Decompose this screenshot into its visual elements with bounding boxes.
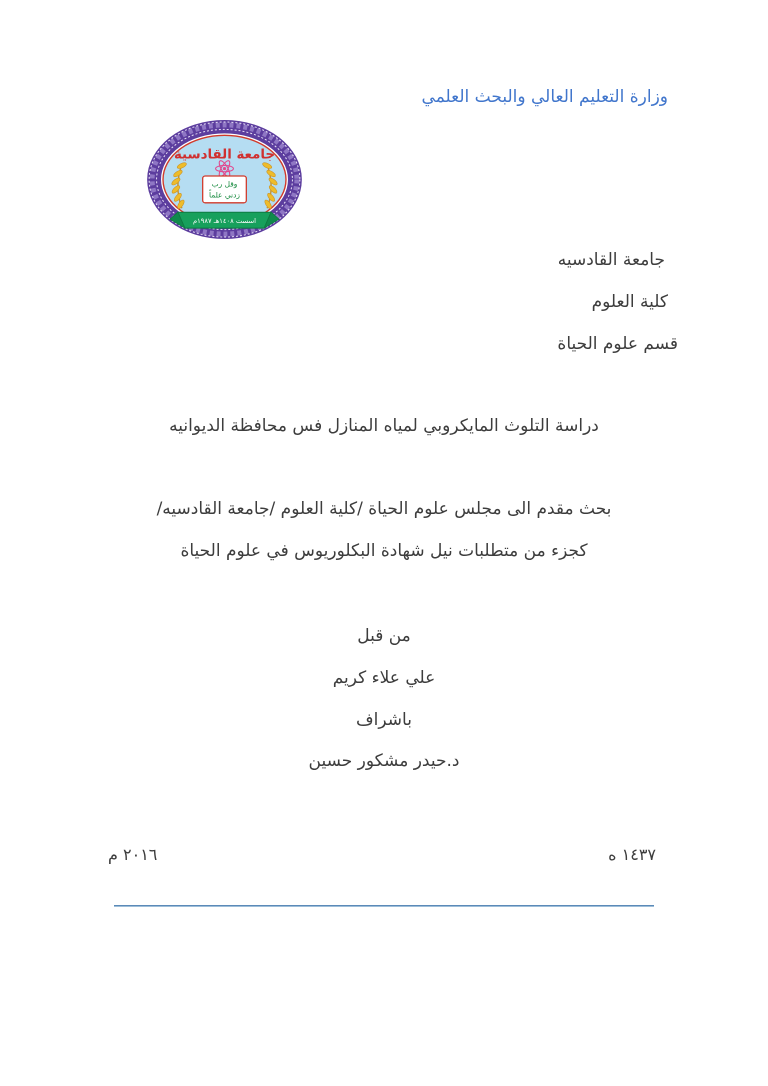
department-line: قسم علوم الحياة — [557, 334, 678, 354]
book-text-line1: وقل رب — [211, 179, 238, 189]
supervision-label: باشراف — [356, 710, 412, 730]
book-text-line2: زدني علماً — [209, 190, 240, 200]
college-line: كلية العلوم — [591, 292, 668, 312]
submission-line-2: كجزء من متطلبات نيل شهادة البكلوريوس في علوم الحياة — [180, 541, 588, 561]
supervisor-name: د.حيدر مشكور حسين — [308, 751, 460, 771]
university-line: جامعة القادسيه — [557, 250, 665, 270]
established-ribbon — [170, 212, 279, 228]
gregorian-year: ٢٠١٦ م — [108, 845, 158, 864]
university-emblem-icon — [146, 119, 303, 240]
university-logo — [146, 119, 303, 240]
footer-divider-line — [114, 905, 654, 907]
ministry-header: وزارة التعليم العالي والبحث العلمي — [421, 87, 668, 107]
established-text: اسست ١٤٠٨هـ ١٩٨٧م — [192, 217, 257, 226]
hijri-year: ١٤٣٧ ه — [608, 845, 656, 864]
by-label: من قبل — [357, 626, 411, 646]
student-name: علي علاء كريم — [332, 668, 436, 688]
submission-line-1: بحث مقدم الى مجلس علوم الحياة /كلية العلوم /جامعة القادسيه/ — [156, 499, 612, 519]
open-book-icon — [203, 176, 247, 203]
thesis-title: دراسة التلوث المايكروبي لمياه المنازل فس محافظة الديوانيه — [169, 416, 599, 436]
emblem-university-name: جامعة القادسية — [173, 147, 276, 163]
